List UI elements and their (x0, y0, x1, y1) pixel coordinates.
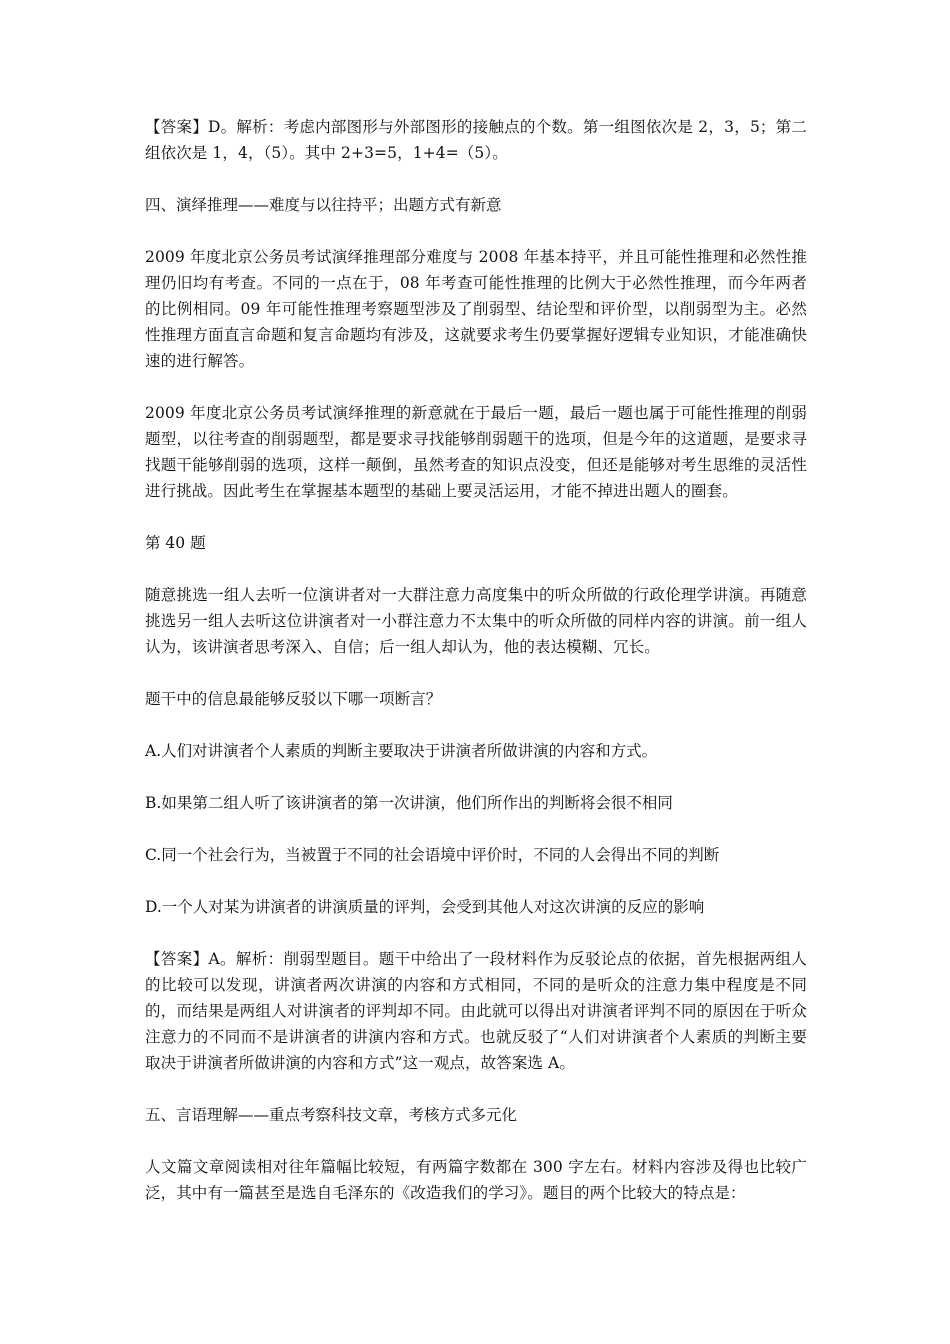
question-prompt-40: 题干中的信息最能够反驳以下哪一项断言？ (145, 690, 442, 708)
answer-paragraph-40: 【答案】A。解析：削弱型题目。题干中给出了一段材料作为反驳论点的依据，首先根据两组人的比较可以发现，讲演者两次讲演的内容和方式相同，不同的是听众的注意力集中程度是不同的，而结果是两组人对讲演者的评判却不同。由此就可以得出对讲演者评判不同的原因在于听众注意力的不同而不是讲演者的讲演内容和方式。也就反驳了“人们对讲演者个人素质的判断主要取决于讲演者所做讲演的内容和方式”这一观点，故答案选 A。 (145, 950, 807, 1072)
option-b: B.如果第二组人听了该讲演者的第一次讲演，他们所作出的判断将会很不相同 (145, 794, 673, 812)
option-a: A.人们对讲演者个人素质的判断主要取决于讲演者所做讲演的内容和方式。 (145, 742, 658, 760)
section-heading-deductive-reasoning: 四、演绎推理——难度与以往持平；出题方式有新意 (145, 196, 502, 214)
answer-paragraph-39: 【答案】D。解析：考虑内部图形与外部图形的接触点的个数。第一组图依次是 2，3，5；第二组依次是 1，4，（5）。其中 2+3=5，1+4=（5）。 (145, 118, 807, 162)
body-paragraph-deductive-1: 2009 年度北京公务员考试演绎推理部分难度与 2008 年基本持平，并且可能性推理和必然性推理仍旧均有考查。不同的一点在于，08 年考查可能性推理的比例大于必然性推理，而今年两者的比例相同。09 年可能性推理考察题型涉及了削弱型、结论型和评价型，以削弱型为主。必然性推理方面直言命题和复言命题均有涉及，这就要求考生仍要掌握好逻辑专业知识，才能准确快速的进行解答。 (145, 248, 807, 370)
body-paragraph-verbal-1: 人文篇文章阅读相对往年篇幅比较短，有两篇字数都在 300 字左右。材料内容涉及得也比较广泛，其中有一篇甚至是选自毛泽东的《改造我们的学习》。题目的两个比较大的特点是： (145, 1158, 807, 1202)
document-page (145, 114, 807, 1232)
body-paragraph-deductive-2: 2009 年度北京公务员考试演绎推理的新意就在于最后一题，最后一题也属于可能性推理的削弱题型，以往考查的削弱题型，都是要求寻找能够削弱题干的选项，但是今年的这道题，是要求寻找题干能够削弱的选项，这样一颠倒，虽然考查的知识点没变，但还是能够对考生思维的灵活性进行挑战。因此考生在掌握基本题型的基础上要灵活运用，才能不掉进出题人的圈套。 (145, 404, 807, 500)
section-heading-verbal-comprehension: 五、言语理解——重点考察科技文章，考核方式多元化 (145, 1106, 518, 1124)
question-stem-40: 随意挑选一组人去听一位演讲者对一大群注意力高度集中的听众所做的行政伦理学讲演。再随意挑选另一组人去听这位讲演者对一小群注意力不太集中的听众所做的同样内容的讲演。前一组人认为，该讲演者思考深入、自信；后一组人却认为，他的表达模糊、冗长。 (145, 586, 807, 656)
option-d: D.一个人对某为讲演者的讲演质量的评判，会受到其他人对这次讲演的反应的影响 (145, 898, 705, 916)
option-c: C.同一个社会行为，当被置于不同的社会语境中评价时，不同的人会得出不同的判断 (145, 846, 720, 864)
question-number-40: 第 40 题 (145, 534, 206, 552)
